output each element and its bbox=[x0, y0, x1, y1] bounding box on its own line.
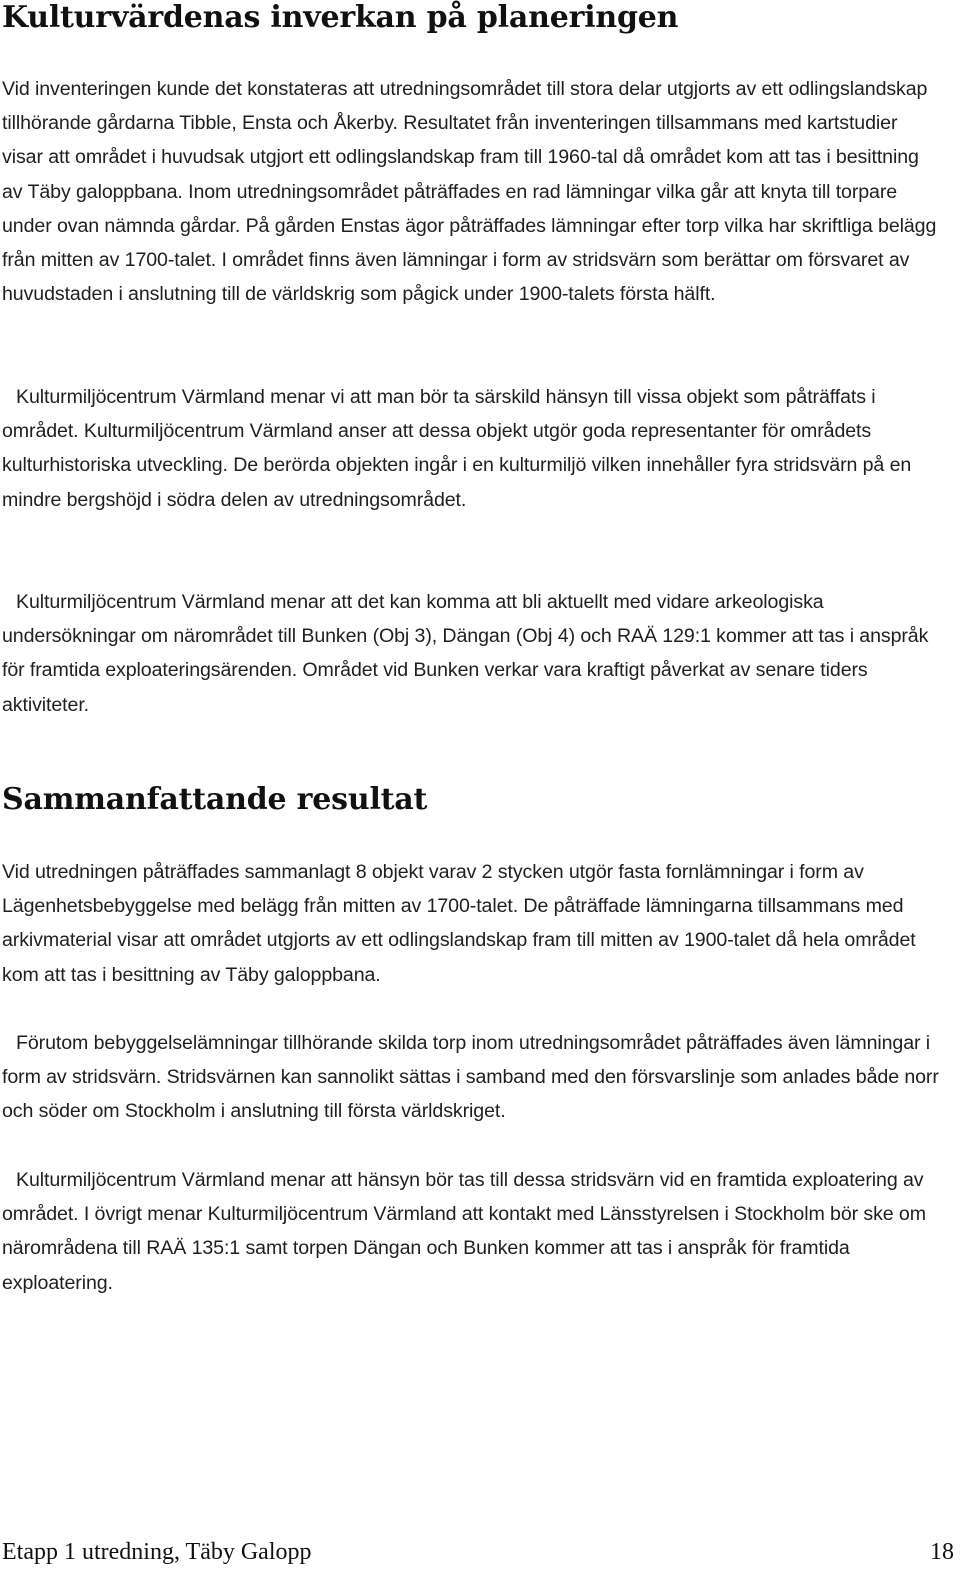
paragraph: Kulturmiljöcentrum Värmland menar vi att man bör ta särskild hänsyn till vissa objekt som påträffats i området. Kulturmiljöcentrum Värmland anser att dessa objekt utgör goda representanter för områdets kulturhistoriska utveckling. De berörda objekten ingår i en kulturmiljö vilken innehåller fyra stridsvärn på en mindre bergshöjd i södra delen av utredningsområdet. bbox=[2, 386, 912, 511]
section-heading-kulturvarden: Kulturvärdenas inverkan på planeringen bbox=[2, 0, 679, 35]
paragraph: Kulturmiljöcentrum Värmland menar att hänsyn bör tas till dessa stridsvärn vid en framtida exploatering av området. I övrigt menar Kulturmiljöcentrum Värmland att kontakt med Länsstyrelsen i Stockholm bör ske om närområdena till RAÄ 135:1 samt torpen Dängan och Bunken kommer att tas i anspråk för framtida exploatering. bbox=[2, 1169, 926, 1294]
page-number: 18 bbox=[930, 1539, 954, 1565]
paragraph: Förutom bebyggelselämningar tillhörande skilda torp inom utredningsområdet påträffades även lämningar i form av stridsvärn. Stridsvärnen kan sannolikt sättas i samband med den försvarslinje som anlades både norr och söder om Stockholm i anslutning till första världskriget. bbox=[2, 1032, 939, 1123]
section-heading-sammanfattande: Sammanfattande resultat bbox=[2, 782, 428, 817]
paragraph: Vid inventeringen kunde det konstateras att utredningsområdet till stora delar utgjorts av ett odlingslandskap tillhörande gårdarna Tibble, Ensta och Åkerby. Resultatet från inventeringen tillsammans med kartstudier visar att området i huvudsak utgjort ett odlingslandskap fram till 1960-tal då området kom att tas i besittning av Täby galoppbana. Inom utredningsområdet påträffades en rad lämningar vilka går att knyta till torpare under ovan nämnda gårdar. På gården Enstas ägor påträffades lämningar efter torp vilka har skriftliga belägg från mitten av 1700-talet. I området finns även lämningar i form av stridsvärn som berättar om försvaret av huvudstaden i anslutning till de världskrig som pågick under 1900-talets första hälft. bbox=[2, 78, 937, 306]
footer-title: Etapp 1 utredning, Täby Galopp bbox=[2, 1539, 312, 1565]
paragraph: Kulturmiljöcentrum Värmland menar att det kan komma att bli aktuellt med vidare arkeologiska undersökningar om närområdet till Bunken (Obj 3), Dängan (Obj 4) och RAÄ 129:1 kommer att tas i anspråk för framtida exploateringsärenden. Området vid Bunken verkar vara kraftigt påverkat av senare tiders aktiviteter. bbox=[2, 591, 929, 716]
page-footer bbox=[2, 1534, 954, 1570]
paragraph: Vid utredningen påträffades sammanlagt 8 objekt varav 2 stycken utgör fasta fornlämningar i form av Lägenhetsbebyggelse med belägg från mitten av 1700-talet. De påträffade lämningarna tillsammans med arkivmaterial visar att området utgjorts av ett odlingslandskap fram till mitten av 1900-talet då hela området kom att tas i besittning av Täby galoppbana. bbox=[2, 861, 916, 986]
